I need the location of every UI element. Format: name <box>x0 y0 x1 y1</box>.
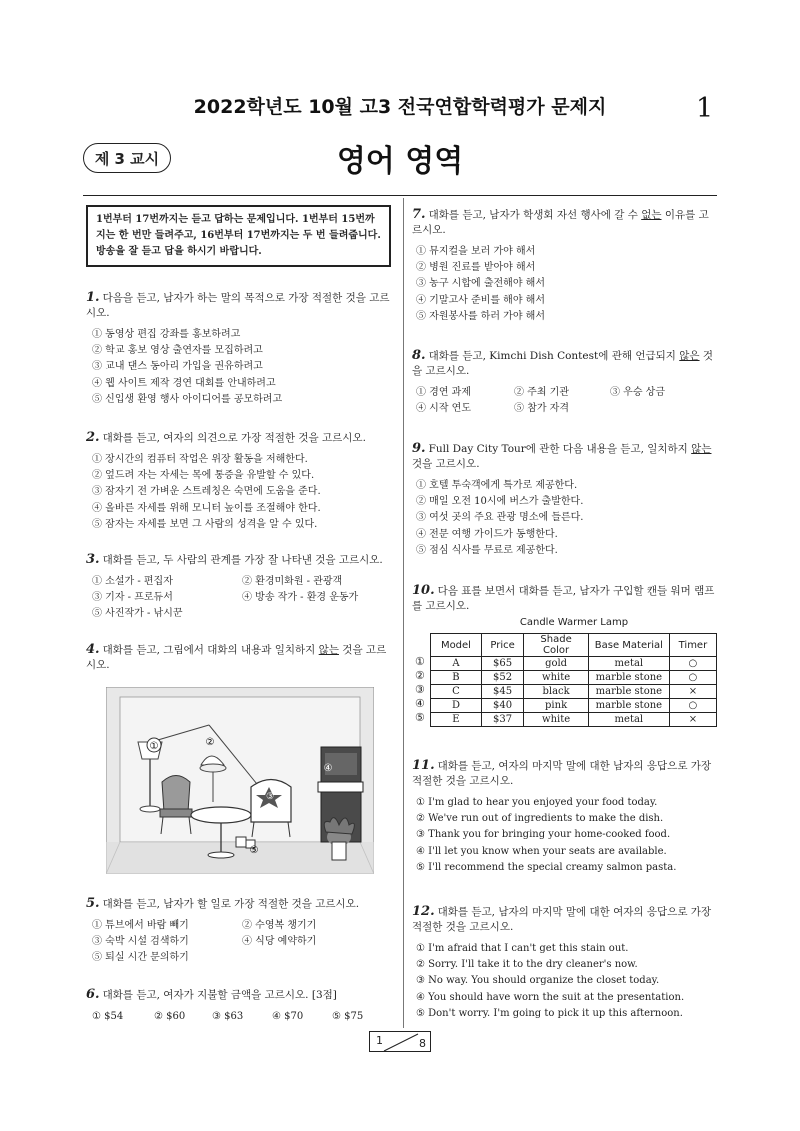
option[interactable]: ① 뮤지컬을 보러 가야 해서 <box>416 246 536 257</box>
row-option-mark[interactable]: ⑤ <box>415 711 425 724</box>
option[interactable]: ② We've run out of ingredients to make the dish. <box>416 813 664 825</box>
question-number: 5. <box>86 896 100 911</box>
table-cell: white <box>524 671 589 685</box>
table-row <box>431 699 717 713</box>
exam-title: 2022학년도 10월 고3 전국연합학력평가 문제지 <box>193 96 607 118</box>
question-text: 대화를 듣고, 여자의 마지막 말에 대한 남자의 응답으로 가장 적절한 것을 고르시오. <box>412 760 712 787</box>
option[interactable]: ⑤ 신입생 환영 행사 아이디어를 공모하려고 <box>92 393 283 405</box>
option[interactable]: ② 수영복 챙기기 <box>242 920 317 931</box>
option[interactable]: ④ 전문 여행 가이드가 동행한다. <box>416 528 558 540</box>
total-pages: 8 <box>419 1037 426 1050</box>
question-text-underlined: 않는 <box>318 644 339 656</box>
question-6 <box>86 987 392 1025</box>
table-cell: black <box>524 685 589 699</box>
option[interactable]: ⑤ 사진작가 - 낚시꾼 <box>92 608 183 620</box>
option[interactable]: ① 장시간의 컴퓨터 작업은 위장 활동을 저해한다. <box>92 454 308 465</box>
option[interactable]: ② $60 <box>154 1011 186 1022</box>
question-text-pre: 대화를 듣고, Kimchi Dish Contest에 관해 언급되지 <box>428 350 680 362</box>
question-text-underlined: 않은 <box>679 350 700 362</box>
question-text-pre: 대화를 듣고, 그림에서 대화의 내용과 일치하지 <box>102 644 319 656</box>
option[interactable]: ④ 기말고사 준비를 해야 해서 <box>416 294 545 306</box>
option[interactable]: ⑤ Don't worry. I'm going to pick it up this afternoon. <box>416 1007 683 1019</box>
table-cell: metal <box>588 657 669 671</box>
table-header: Timer <box>669 634 716 657</box>
table-header: Base Material <box>588 634 669 657</box>
option[interactable]: ② 엎드려 자는 자세는 목에 통증을 유발할 수 있다. <box>92 470 315 482</box>
table-header: Shade Color <box>524 634 589 657</box>
question-text-post: 이유를 고르시오. <box>412 209 709 236</box>
question-3 <box>86 552 392 623</box>
question-number: 3. <box>86 552 100 567</box>
option[interactable]: ③ 농구 시합에 출전해야 해서 <box>416 278 545 290</box>
figure-label: ③ <box>265 792 275 802</box>
table-cell: ○ <box>669 671 716 685</box>
question-text: 대화를 듣고, 남자의 마지막 말에 대한 여자의 응답으로 가장 적절한 것을 고르시오. <box>412 906 712 933</box>
figure-label: ④ <box>323 763 333 774</box>
option[interactable]: ① 튜브에서 바람 빼기 <box>92 920 189 931</box>
question-2 <box>86 430 392 533</box>
table-cell: E <box>431 713 482 727</box>
question-10 <box>412 583 718 614</box>
option[interactable]: ④ You should have worn the suit at the presentation. <box>416 991 685 1003</box>
question-text-underlined: 않는 <box>691 443 712 455</box>
table-cell: gold <box>524 657 589 671</box>
table-row <box>431 671 717 685</box>
option[interactable]: ④ 웹 사이트 제작 경연 대회를 안내하려고 <box>92 377 276 389</box>
table-cell: metal <box>588 713 669 727</box>
table-cell: $52 <box>481 671 523 685</box>
table-cell: D <box>431 699 482 713</box>
option[interactable]: ② Sorry. I'll take it to the dry cleaner's now. <box>416 959 638 971</box>
row-option-mark[interactable]: ① <box>415 655 425 668</box>
question-text: 대화를 듣고, 여자가 지불할 금액을 고르시오. [3점] <box>102 989 337 1001</box>
table-cell: white <box>524 713 589 727</box>
period-badge: 제 3 교시 <box>83 143 171 173</box>
option[interactable]: ⑤ 잠자는 자세를 보면 그 사람의 성격을 알 수 있다. <box>92 518 318 530</box>
table-cell: B <box>431 671 482 685</box>
question-number: 7. <box>412 207 426 222</box>
figure-label: ① <box>149 741 159 752</box>
table-cell: marble stone <box>588 671 669 685</box>
lamp-table <box>430 633 717 727</box>
table-row <box>431 657 717 671</box>
table-row <box>431 685 717 699</box>
option[interactable]: ④ 방송 작가 - 환경 운동가 <box>242 592 359 604</box>
question-text: 다음을 듣고, 남자가 하는 말의 목적으로 가장 적절한 것을 고르시오. <box>86 292 390 319</box>
question-4 <box>86 642 392 673</box>
question-8 <box>412 348 718 417</box>
option[interactable]: ⑤ 점심 식사를 무료로 제공한다. <box>416 544 558 556</box>
header-divider <box>83 195 717 196</box>
option[interactable]: ④ 올바른 자세를 위해 모니터 높이를 조절해야 한다. <box>92 502 321 514</box>
question-11 <box>412 758 718 876</box>
option[interactable]: ④ I'll let you know when your seats are available. <box>416 845 667 857</box>
option[interactable]: ② 병원 진료를 받아야 해서 <box>416 262 536 274</box>
table-cell: ○ <box>669 699 716 713</box>
table-row <box>431 713 717 727</box>
option[interactable]: ② 매일 오전 10시에 버스가 출발한다. <box>416 496 584 508</box>
figure-label: ② <box>205 737 215 748</box>
option[interactable]: ⑤ 참가 자격 <box>514 403 569 415</box>
question-text: 대화를 듣고, 여자의 의견으로 가장 적절한 것을 고르시오. <box>102 432 366 444</box>
option[interactable]: ④ $70 <box>272 1011 304 1022</box>
option[interactable]: ⑤ $75 <box>332 1011 364 1022</box>
table-cell: × <box>669 685 716 699</box>
option[interactable]: ① 호텔 투숙객에게 특가로 제공한다. <box>416 480 578 491</box>
page-indicator <box>369 1031 431 1052</box>
option[interactable]: ③ Thank you for bringing your home-cooked food. <box>416 829 671 841</box>
subject-title: 영어 영역 <box>336 144 464 179</box>
question-text: 대화를 듣고, 두 사람의 관계를 가장 잘 나타낸 것을 고르시오. <box>102 554 383 566</box>
option[interactable]: ③ No way. You should organize the closet today. <box>416 975 660 987</box>
table-cell: A <box>431 657 482 671</box>
option[interactable]: ① 동영상 편집 강좌를 홍보하려고 <box>92 329 241 340</box>
question-text-post: 것을 고르시오. <box>86 644 387 671</box>
current-page: 1 <box>376 1034 383 1047</box>
question-text-post: 것을 고르시오. <box>412 458 480 470</box>
question-1 <box>86 290 392 408</box>
option[interactable]: ④ 식당 예약하기 <box>242 936 317 948</box>
room-illustration <box>106 687 374 874</box>
question-text: 대화를 듣고, 남자가 할 일로 가장 적절한 것을 고르시오. <box>102 898 360 910</box>
question-number: 2. <box>86 430 100 445</box>
row-option-mark[interactable]: ④ <box>415 697 425 710</box>
option[interactable]: ③ 여섯 곳의 주요 관광 명소에 들른다. <box>416 512 584 524</box>
option[interactable]: ③ $63 <box>212 1011 244 1022</box>
option[interactable]: ④ 시작 연도 <box>416 403 471 415</box>
table-header: Model <box>431 634 482 657</box>
question-number: 11. <box>412 758 435 773</box>
option[interactable]: ⑤ 퇴실 시간 문의하기 <box>92 952 189 964</box>
question-text-pre: 대화를 듣고, 남자가 학생회 자선 행사에 갈 수 <box>428 209 642 221</box>
option[interactable]: ③ 기자 - 프로듀서 <box>92 592 173 604</box>
question-number: 10. <box>412 583 435 598</box>
question-9 <box>412 441 718 559</box>
question-number: 4. <box>86 642 100 657</box>
option[interactable]: ② 학교 홍보 영상 출연자를 모집하려고 <box>92 345 263 357</box>
option[interactable]: ② 주최 기관 <box>514 387 569 398</box>
table-cell: $37 <box>481 713 523 727</box>
question-number: 9. <box>412 441 426 456</box>
option[interactable]: ① 경연 과제 <box>416 387 471 398</box>
option[interactable]: ③ 잠자기 전 가벼운 스트레칭은 숙면에 도움을 준다. <box>92 486 321 498</box>
table-cell: marble stone <box>588 685 669 699</box>
option[interactable]: ⑤ 자원봉사를 하러 가야 해서 <box>416 310 545 322</box>
table-cell: $45 <box>481 685 523 699</box>
table-caption: Candle Warmer Lamp <box>519 617 629 628</box>
figure-label: ⑤ <box>249 845 259 856</box>
question-text: 다음 표를 보면서 대화를 듣고, 남자가 구입할 캔들 워머 램프를 고르시오. <box>412 585 715 612</box>
question-text-post: 것을 고르시오. <box>412 350 714 377</box>
question-7 <box>412 207 718 325</box>
option[interactable]: ① I'm afraid that I can't get this stain out. <box>416 943 629 954</box>
table-header: Price <box>481 634 523 657</box>
question-number: 12. <box>412 904 435 919</box>
question-text-underlined: 없는 <box>641 209 662 221</box>
table-cell: $40 <box>481 699 523 713</box>
option[interactable]: ③ 숙박 시설 검색하기 <box>92 936 189 948</box>
question-12 <box>412 904 718 1022</box>
table-cell: $65 <box>481 657 523 671</box>
row-option-mark[interactable]: ③ <box>415 683 425 696</box>
table-cell: pink <box>524 699 589 713</box>
option[interactable]: ③ 우승 상금 <box>610 387 665 398</box>
option[interactable]: ① $54 <box>92 1011 124 1022</box>
option[interactable]: ② 환경미화원 - 관광객 <box>242 576 343 587</box>
question-number: 1. <box>86 290 100 305</box>
option[interactable]: ① 소설가 - 편집자 <box>92 576 173 587</box>
table-cell: × <box>669 713 716 727</box>
question-5 <box>86 896 392 967</box>
listening-notice: 1번부터 17번까지는 듣고 답하는 문제입니다. 1번부터 15번까지는 한 번만 들려주고, 16번부터 17번까지는 두 번 들려줍니다. 방송을 잘 듣고 답을 하시기 바랍니다. <box>86 205 391 267</box>
question-number: 8. <box>412 348 426 363</box>
row-option-mark[interactable]: ② <box>415 669 425 682</box>
page-number: 1 <box>696 93 714 124</box>
table-cell: ○ <box>669 657 716 671</box>
column-divider <box>403 198 404 1028</box>
option[interactable]: ① I'm glad to hear you enjoyed your food today. <box>416 797 658 808</box>
option[interactable]: ⑤ I'll recommend the special creamy salmon pasta. <box>416 861 677 873</box>
question-text-pre: Full Day City Tour에 관한 다음 내용을 듣고, 일치하지 <box>428 443 692 455</box>
option[interactable]: ③ 교내 댄스 동아리 가입을 권유하려고 <box>92 361 263 373</box>
table-cell: marble stone <box>588 699 669 713</box>
question-number: 6. <box>86 987 100 1002</box>
table-cell: C <box>431 685 482 699</box>
